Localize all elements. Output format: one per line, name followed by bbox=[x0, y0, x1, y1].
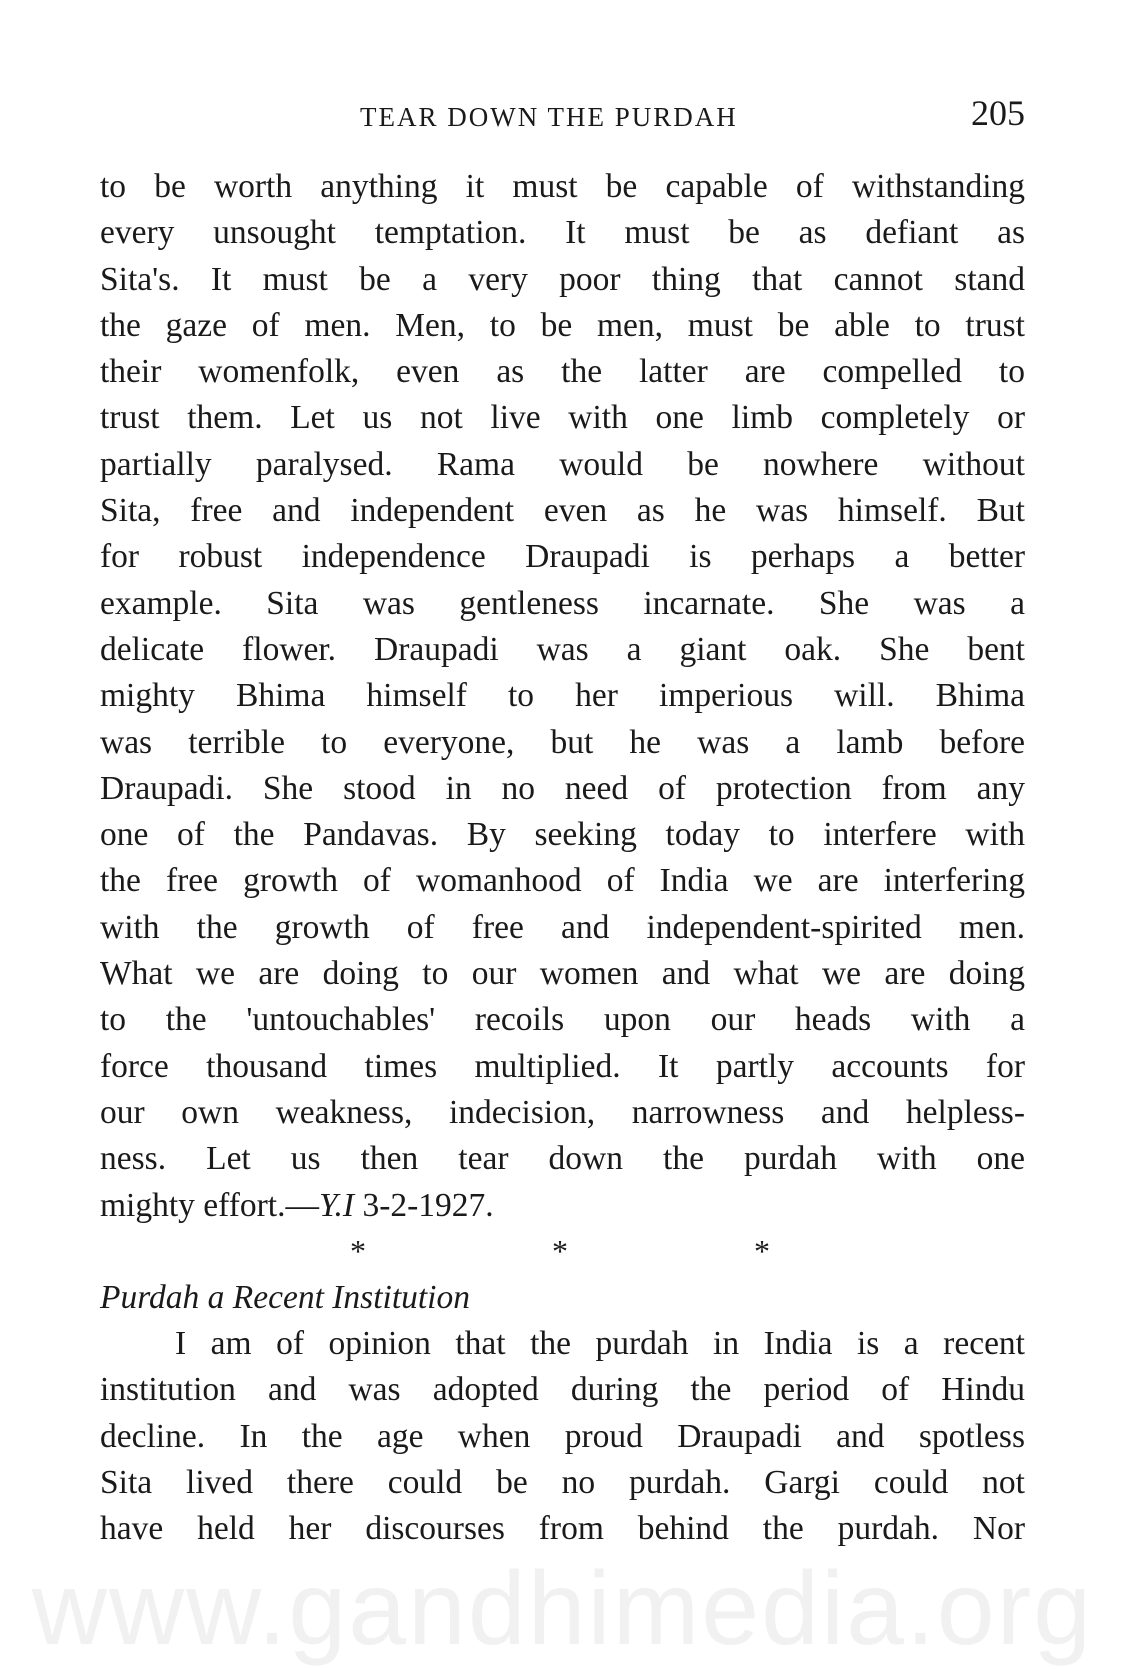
text-line: Draupadi. She stood in no need of protection from any bbox=[100, 769, 1025, 807]
section-heading: Purdah a Recent Institution bbox=[100, 1278, 470, 1316]
separator-star: * bbox=[552, 1232, 568, 1269]
text-line: to be worth anything it must be capable of withstanding bbox=[100, 168, 1025, 205]
text-line: our own weakness, indecision, narrowness and helpless- bbox=[100, 1093, 1025, 1131]
text-line: ness. Let us then tear down the purdah with one bbox=[100, 1140, 1025, 1178]
text-line: delicate flower. Draupadi was a giant oak. She bent bbox=[100, 630, 1025, 668]
text-line: institution and was adopted during the period of Hindu bbox=[100, 1371, 1025, 1409]
citation-source: Y.I bbox=[318, 1186, 355, 1224]
citation-date: 3-2-1927. bbox=[354, 1186, 494, 1224]
separator-star: * bbox=[754, 1232, 770, 1269]
text-line: Sita, free and independent even as he was himself. But bbox=[100, 492, 1025, 530]
page-number: 205 bbox=[971, 93, 1025, 133]
text-line: was terrible to everyone, but he was a lamb before bbox=[100, 723, 1025, 761]
text-line: the gaze of men. Men, to be men, must be able to trust bbox=[100, 306, 1025, 344]
text-line: one of the Pandavas. By seeking today to interfere with bbox=[100, 816, 1025, 854]
running-title: TEAR DOWN THE PURDAH bbox=[360, 102, 738, 132]
text-line: mighty Bhima himself to her imperious will. Bhima bbox=[100, 677, 1025, 715]
watermark: www.gandhimedia.org bbox=[31, 1551, 1094, 1667]
text-line: partially paralysed. Rama would be nowhere without bbox=[100, 445, 1025, 483]
text-line: every unsought temptation. It must be as defiant as bbox=[100, 214, 1025, 252]
text-line: for robust independence Draupadi is perhaps a better bbox=[100, 538, 1025, 576]
text-line: their womenfolk, even as the latter are compelled to bbox=[100, 353, 1025, 391]
text-line: force thousand times multiplied. It partly accounts for bbox=[100, 1047, 1025, 1085]
text-line: What we are doing to our women and what we are doing bbox=[100, 955, 1025, 993]
text-line: Sita lived there could be no purdah. Gargi could not bbox=[100, 1464, 1025, 1502]
text-line: with the growth of free and independent-spirited men. bbox=[100, 908, 1025, 946]
running-header bbox=[100, 92, 1025, 142]
separator-star: * bbox=[350, 1232, 366, 1269]
paragraph-1-last-line bbox=[100, 1183, 1025, 1229]
last-line-text: mighty effort.— bbox=[100, 1186, 319, 1224]
paragraph-1 bbox=[100, 164, 1025, 1183]
text-line: to the 'untouchables' recoils upon our heads with a bbox=[100, 1001, 1025, 1039]
text-line: trust them. Let us not live with one limb completely or bbox=[100, 399, 1025, 437]
text-line: I am of opinion that the purdah in India is a recent bbox=[175, 1325, 1025, 1363]
body-text bbox=[100, 164, 1025, 1553]
text-line: have held her discourses from behind the purdah. Nor bbox=[100, 1510, 1025, 1548]
text-line: the free growth of womanhood of India we are interfering bbox=[100, 862, 1025, 900]
text-line: example. Sita was gentleness incarnate. She was a bbox=[100, 584, 1025, 622]
text-line: Sita's. It must be a very poor thing that cannot stand bbox=[100, 260, 1025, 298]
paragraph-2 bbox=[100, 1321, 1025, 1552]
section-separator bbox=[100, 1229, 1025, 1275]
text-line: decline. In the age when proud Draupadi and spotless bbox=[100, 1417, 1025, 1455]
